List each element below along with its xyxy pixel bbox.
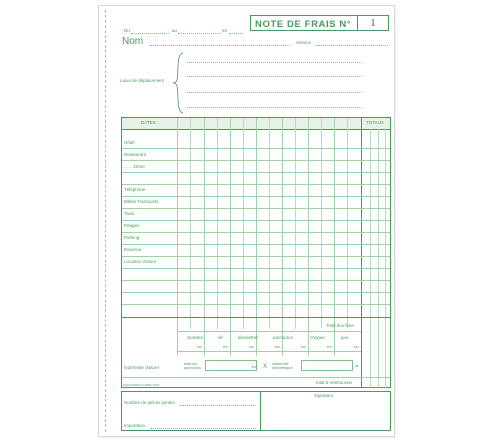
totaux-sub-col xyxy=(378,129,379,388)
totaux-header: TOTAUX xyxy=(366,120,384,125)
subtotal-rule xyxy=(122,317,390,318)
row-rule xyxy=(122,160,390,161)
km-word-chaque: chaque xyxy=(310,335,325,340)
nom-field[interactable] xyxy=(150,45,290,46)
au-label: au xyxy=(172,28,178,33)
indemnite-label: Indemnité Voiture xyxy=(124,365,160,370)
row-label-hotel: Hôtel xyxy=(124,140,135,145)
km-unit: km xyxy=(275,345,280,349)
row-rule xyxy=(122,208,390,209)
du-field[interactable] xyxy=(131,33,169,34)
row-rule xyxy=(122,172,390,173)
row-label-telephone: Téléphone xyxy=(124,187,146,192)
km-unit: km xyxy=(249,345,254,349)
imputation-label: Imputation xyxy=(124,423,146,428)
km-unit: km xyxy=(223,345,228,349)
note-de-frais-title-box xyxy=(250,15,389,31)
row-label-peages: Péages xyxy=(124,223,140,228)
km-word-parcourus: parcourus xyxy=(273,335,294,340)
dates-header: DATES xyxy=(141,120,156,125)
lieux-line-2[interactable] xyxy=(187,76,362,77)
km-word-jour: jour xyxy=(341,335,349,340)
total-km-label: total km parcourus xyxy=(184,362,201,371)
du-label: Du xyxy=(124,28,130,33)
km-unit: km xyxy=(197,345,202,349)
total-rule xyxy=(177,331,361,332)
sub-col xyxy=(243,118,244,329)
a-rembourser-label: total à rembourser xyxy=(316,380,353,385)
form-number-box xyxy=(357,16,388,30)
service-field[interactable] xyxy=(316,45,388,46)
total-km-input[interactable] xyxy=(205,360,257,371)
signature-label: Signature xyxy=(314,393,334,398)
row-rule xyxy=(122,196,390,197)
row-label-diner: ... ... Dîner xyxy=(124,164,146,169)
indemnite-km-label: indemnité kilométrique xyxy=(272,362,293,371)
row-label-restaurant: Restaurant xyxy=(124,152,147,157)
sub-col xyxy=(190,118,191,329)
year-prefix: 20 xyxy=(222,28,228,33)
fine-print: EXACOMPTA FORM. 4020 xyxy=(123,383,160,387)
col-sep xyxy=(256,118,257,356)
col-sep xyxy=(204,118,205,356)
sub-col xyxy=(347,118,348,329)
km-unit: km xyxy=(327,345,332,349)
row-rule xyxy=(122,268,390,269)
row-rule xyxy=(122,220,390,221)
indemnite-km-input[interactable] xyxy=(301,360,353,371)
form-title: NOTE DE FRAIS N° xyxy=(255,19,352,30)
col-sep xyxy=(334,118,335,356)
lieux-line-4[interactable] xyxy=(187,107,362,108)
footer-box xyxy=(121,391,391,431)
row-rule xyxy=(122,256,390,257)
km-word-kilometres: kilomètres xyxy=(238,335,259,340)
km-row-rule xyxy=(177,351,361,352)
col-sep xyxy=(177,118,178,356)
sub-col xyxy=(217,118,218,329)
km-unit: km xyxy=(301,345,306,349)
row-rule xyxy=(122,280,390,281)
row-rule xyxy=(122,148,390,149)
row-label-billets: Billets Transports xyxy=(124,199,159,204)
rembourser-rule xyxy=(122,377,390,378)
row-label-essence: Essence xyxy=(124,247,142,252)
row-rule xyxy=(122,232,390,233)
total-km-unit: km xyxy=(252,365,257,369)
curly-brace-icon xyxy=(172,52,186,114)
times-sign: X xyxy=(263,364,268,370)
row-label-parking: Parking xyxy=(124,235,140,240)
row-rule xyxy=(122,292,390,293)
sub-col xyxy=(321,118,322,329)
footer-sep xyxy=(260,391,261,431)
sub-col xyxy=(269,118,270,329)
equals-sign: = xyxy=(355,364,359,370)
totaux-sep xyxy=(361,118,362,388)
perforation-line xyxy=(105,10,106,432)
lieux-line-1[interactable] xyxy=(187,62,362,63)
row-rule xyxy=(122,244,390,245)
au-field[interactable] xyxy=(178,33,220,34)
col-sep xyxy=(230,118,231,356)
imputation-field[interactable] xyxy=(150,428,256,429)
row-label-taxis: Taxis xyxy=(124,211,135,216)
km-word-nombre: Nombre xyxy=(187,335,204,340)
totaux-sub-col xyxy=(385,129,386,388)
service-label: Service xyxy=(296,40,312,45)
totaux-sub-col xyxy=(370,129,371,388)
row-rule xyxy=(122,304,390,305)
nom-label: Nom xyxy=(122,36,144,47)
lieux-label: Lieux de déplacement xyxy=(120,78,165,83)
total-frais-label: Total des frais xyxy=(326,323,354,328)
year-field[interactable] xyxy=(229,33,243,34)
form-number: 1 xyxy=(370,17,376,29)
col-sep xyxy=(308,118,309,356)
row-label-location: Location Voiture xyxy=(124,259,157,264)
km-unit: km xyxy=(354,345,359,349)
km-word-de: de xyxy=(218,335,224,340)
lieux-line-3[interactable] xyxy=(187,92,362,93)
row-rule xyxy=(122,184,390,185)
pieces-label: Nombre de pièces jointes xyxy=(124,400,175,405)
col-sep xyxy=(282,118,283,356)
sub-col xyxy=(295,118,296,329)
pieces-field[interactable] xyxy=(180,405,256,406)
